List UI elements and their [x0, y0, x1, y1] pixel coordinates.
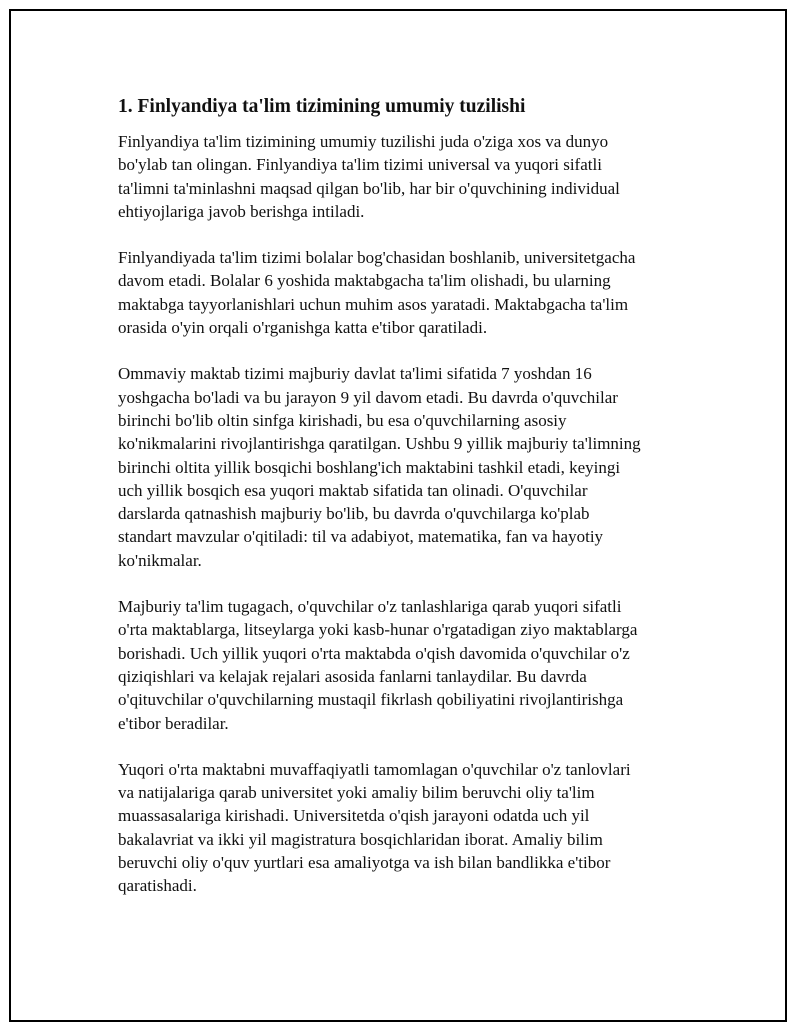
paragraph-line: davom etadi. Bolalar 6 yoshida maktabgacha ta'lim olishadi, bu ularning: [118, 271, 611, 291]
paragraph-line: yoshgacha bo'ladi va bu jarayon 9 yil davom etadi. Bu davrda o'quvchilar: [118, 387, 618, 407]
document-title: 1. Finlyandiya ta'lim tizimining umumiy tuzilishi: [118, 96, 526, 117]
paragraph-line: ta'limni ta'minlashni maqsad qilgan bo'lib, har bir o'quvchining individual: [118, 178, 620, 198]
paragraph-line: uch yillik bosqich esa yuqori maktab sifatida tan olinadi. O'quvchilar: [118, 480, 588, 500]
paragraph-line: Finlyandiya ta'lim tizimining umumiy tuzilishi juda o'ziga xos va dunyo: [118, 132, 609, 151]
paragraph-line: ehtiyojlariga javob berishga intiladi.: [118, 201, 365, 221]
paragraph-line: maktabga tayyorlanishlari uchun muhim asos yaratadi. Maktabgacha ta'lim: [118, 294, 629, 314]
paragraph-line: e'tibor beradilar.: [118, 713, 229, 733]
paragraph-line: muassasalariga kirishadi. Universitetda o'qish jarayoni odatda uch yil: [118, 806, 590, 826]
paragraph-line: o'qituvchilar o'quvchilarning mustaqil fikrlash qobiliyatini rivojlantirishga: [118, 690, 624, 710]
paragraph-line: bakalavriat va ikki yil magistratura bosqichlaridan iborat. Amaliy bilim: [118, 829, 603, 849]
paragraph: [118, 595, 698, 735]
paragraph-line: ko'nikmalarini rivojlantirishga qaratilgan. Ushbu 9 yillik majburiy ta'limning: [118, 434, 641, 454]
paragraph: [118, 758, 698, 898]
paragraph-line: qiziqishlari va kelajak rejalari asosida fanlarni tanlaydilar. Bu davrda: [118, 666, 587, 686]
paragraph: [118, 130, 698, 223]
paragraph-line: qaratishadi.: [118, 876, 197, 896]
paragraph-line: orasida o'yin orqali o'rganishga katta e'tibor qaratiladi.: [118, 318, 488, 338]
paragraph-line: birinchi bo'lib oltin sinfga kirishadi, bu esa o'quvchilarning asosiy: [118, 410, 567, 430]
document-body: [118, 94, 698, 921]
paragraph-list: [118, 130, 698, 898]
paragraph-line: va natijalariga qarab universitet yoki amaliy bilim beruvchi oliy ta'lim: [118, 783, 595, 803]
paragraph-line: Ommaviy maktab tizimi majburiy davlat ta'limi sifatida 7 yoshdan 16: [118, 364, 592, 384]
paragraph-line: darslarda qatnashish majburiy bo'lib, bu davrda o'quvchilarga ko'plab: [118, 504, 590, 524]
paragraph-line: borishadi. Uch yillik yuqori o'rta maktabda o'qish davomida o'quvchilar o'z: [118, 643, 630, 663]
paragraph-line: beruvchi oliy o'quv yurtlari esa amaliyotga va ish bilan bandlikka e'tibor: [118, 853, 611, 873]
paragraph-line: o'rta maktablarga, litseylarga yoki kasb-hunar o'rgatadigan ziyo maktablarga: [118, 620, 638, 640]
paragraph: [118, 362, 698, 572]
paragraph-line: Majburiy ta'lim tugagach, o'quvchilar o'z tanlashlariga qarab yuqori sifatli: [118, 597, 622, 617]
paragraph-line: Finlyandiyada ta'lim tizimi bolalar bog'chasidan boshlanib, universitetgacha: [118, 248, 636, 268]
paragraph-line: birinchi oltita yillik bosqichi boshlang'ich maktabini tashkil etadi, keyingi: [118, 457, 621, 477]
paragraph-line: bo'ylab tan olingan. Finlyandiya ta'lim tizimi universal va yuqori sifatli: [118, 155, 602, 175]
paragraph: [118, 246, 698, 339]
paragraph-line: Yuqori o'rta maktabni muvaffaqiyatli tamomlagan o'quvchilar o'z tanlovlari: [118, 759, 631, 779]
paragraph-line: standart mavzular o'qitiladi: til va adabiyot, matematika, fan va hayotiy: [118, 527, 604, 547]
paragraph-line: ko'nikmalar.: [118, 550, 202, 570]
